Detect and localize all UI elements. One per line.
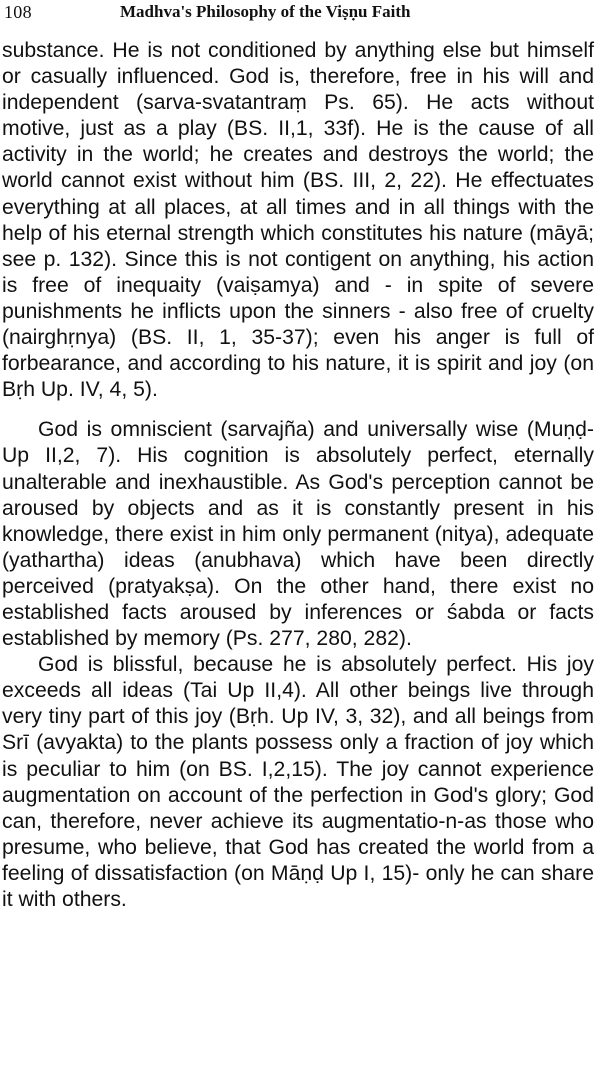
body-text: [2, 38, 594, 913]
running-title: Madhva's Philosophy of the Viṣṇu Faith: [120, 2, 411, 21]
page-number: 108: [4, 2, 32, 22]
paragraph-continued: substance. He is not conditioned by anything else but himself or casually influenced. God is, therefore, free in his will and independent (sarva-svatantraṃ Ps. 65). He acts without motive, just as a play (BS. II,1, 33f). He is the cause of all activity in the world; he creates and destroys the world; the world cannot exist without him (BS. III, 2, 22). He effectuates everything at all places, at all times and in all things with the help of his eternal strength which constitutes his nature (māyā; see p. 132). Since this is not contigent on anything, his action is free of inequaity (vaiṣamya) and - in spite of severe punishments he inflicts upon the sinners - also free of cruelty (nairghṛnya) (BS. II, 1, 35-37); even his anger is full of forbearance, and according to his nature, it is spirit and joy (on Bṛh Up. IV, 4, 5).: [2, 39, 594, 402]
paragraph-bliss: God is blissful, because he is absolutely perfect. His joy exceeds all ideas (Tai Up II,4). All other beings live through very tiny part of this joy (Bṛh. Up IV, 3, 32), and all beings from Srī (avyakta) to the plants possess only a fraction of joy which is peculiar to him (on BS. I,2,15). The joy cannot experience augmentation on account of the perfection in God's glory; God can, therefore, never achieve its augmentatio-n-as those who presume, who believe, that God has created the world from a feeling of dissatisfaction (on Māṇḍ Up I, 15)- only he can share it with others.: [2, 653, 594, 911]
running-head: [2, 0, 594, 32]
paragraph-omniscience: God is omniscient (sarvajña) and universally wise (Muṇḍ-Up II,2, 7). His cognition is absolutely perfect, eternally unalterable and inexhaustible. As God's perception cannot be aroused by objects and as it is constantly present in his knowledge, there exist in him only permanent (nitya), adequate (yathartha) ideas (anubhava) which have been directly perceived (pratyakṣa). On the other hand, there exist no established facts aroused by inferences or śabda or facts established by memory (Ps. 277, 280, 282).: [2, 418, 594, 651]
